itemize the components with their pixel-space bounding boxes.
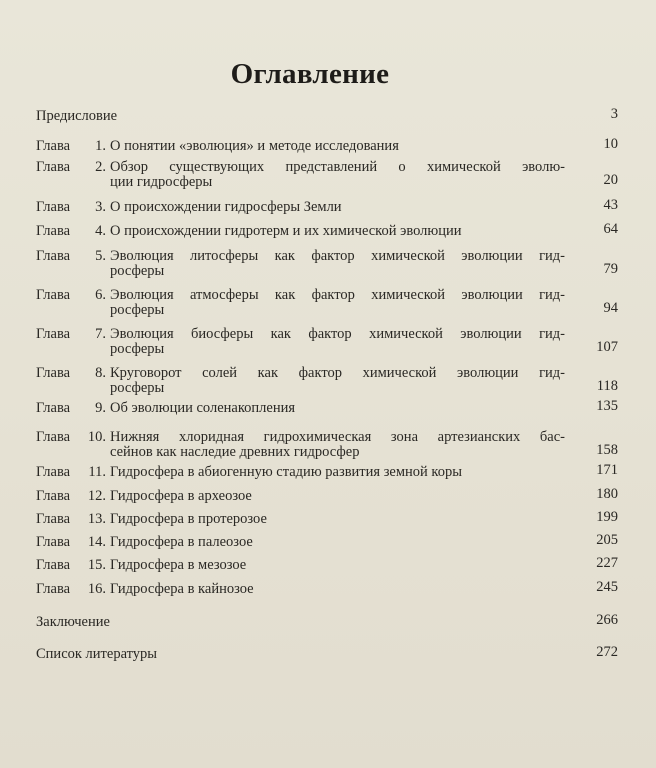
chapter-number: 9 . xyxy=(84,401,106,416)
entry-title-line xyxy=(110,249,565,264)
entry-title-line xyxy=(110,445,565,460)
chapter-number: 5 . xyxy=(84,249,106,264)
chapter-label: Глава xyxy=(36,534,71,550)
entry-title xyxy=(110,558,565,573)
entry-title-line xyxy=(110,327,565,342)
chapter-number: 15 . xyxy=(84,558,106,573)
chapter-label: Глава xyxy=(36,138,71,154)
entry-title-text: Гидросфера в мезозое xyxy=(110,557,247,573)
entry-title-line xyxy=(36,615,565,630)
chapter-label: Глава xyxy=(36,365,71,381)
entry-title-text: Гидросфера в протерозое xyxy=(110,511,267,527)
chapter-number: 3 . xyxy=(84,200,106,215)
page-number: 135 xyxy=(596,398,618,414)
entry-title-line xyxy=(110,200,565,215)
entry-title xyxy=(110,489,565,504)
chapter-label: Глава xyxy=(36,581,71,597)
entry-title-text: Обзор существующих представлений о химической эволю- xyxy=(110,159,565,175)
entry-title-text: О происхождении гидротерм и их химической эволюции xyxy=(110,223,462,239)
entry-title-line xyxy=(110,430,565,445)
dot-leader xyxy=(403,139,565,154)
dot-leader xyxy=(346,200,565,215)
dot-leader xyxy=(114,615,565,630)
entry-title-text: Эволюция биосферы как фактор химической эволюции гид- xyxy=(110,326,565,342)
entry-title-text: росферы xyxy=(110,380,165,396)
dot-leader xyxy=(299,401,565,416)
dot-leader xyxy=(363,445,565,460)
chapter-label: Глава xyxy=(36,199,71,215)
entry-title-line xyxy=(110,465,565,480)
page-number: 118 xyxy=(596,378,618,394)
page-number: 20 xyxy=(603,172,618,188)
chapter-number: 1 . xyxy=(84,139,106,154)
dot-leader xyxy=(257,535,565,550)
chapter-number: 7 . xyxy=(84,327,106,342)
entry-title xyxy=(110,582,565,597)
entry-title-line xyxy=(110,366,565,381)
dot-leader xyxy=(168,303,565,318)
entry-title-line xyxy=(110,401,565,416)
page-number: 227 xyxy=(596,555,618,571)
dot-leader xyxy=(258,582,565,597)
chapter-number: 2 . xyxy=(84,160,106,175)
dot-leader xyxy=(168,342,565,357)
page-number: 94 xyxy=(603,300,618,316)
entry-title-line xyxy=(110,381,565,396)
entry-title-line xyxy=(36,647,565,662)
chapter-number: 4 . xyxy=(84,224,106,239)
entry-title-text: Список литературы xyxy=(36,646,158,662)
entry-title xyxy=(110,366,565,396)
chapter-number: 12 . xyxy=(84,489,106,504)
entry-title xyxy=(110,224,565,239)
page-number: 158 xyxy=(596,442,618,458)
dot-leader xyxy=(168,381,565,396)
entry-title-text: О понятии «эволюция» и методе исследования xyxy=(110,138,399,154)
entry-title-line xyxy=(110,160,565,175)
page-number: 205 xyxy=(596,532,618,548)
page-number: 79 xyxy=(603,261,618,277)
entry-title xyxy=(110,200,565,215)
page-number: 171 xyxy=(596,462,618,478)
entry-title-line xyxy=(110,512,565,527)
chapter-label: Глава xyxy=(36,557,71,573)
chapter-number: 16 . xyxy=(84,582,106,597)
page-number: 245 xyxy=(596,579,618,595)
entry-title-text: Эволюция атмосферы как фактор химической эволюции гид- xyxy=(110,287,565,303)
entry-title-text: Гидросфера в палеозое xyxy=(110,534,253,550)
chapter-label: Глава xyxy=(36,223,71,239)
chapter-number: 11 . xyxy=(84,465,106,480)
entry-title xyxy=(36,647,565,662)
page-number: 199 xyxy=(596,509,618,525)
chapter-label: Глава xyxy=(36,326,71,342)
entry-title xyxy=(110,401,565,416)
page-number: 180 xyxy=(596,486,618,502)
chapter-label: Глава xyxy=(36,488,71,504)
chapter-label: Глава xyxy=(36,159,71,175)
entry-title-text: росферы xyxy=(110,302,165,318)
entry-title-text: Гидросфера в кайнозое xyxy=(110,581,254,597)
dot-leader xyxy=(256,489,565,504)
entry-title xyxy=(110,430,565,460)
entry-title xyxy=(110,160,565,190)
page-number: 64 xyxy=(603,221,618,237)
entry-title-text: Предисловие xyxy=(36,108,118,124)
chapter-number: 6 . xyxy=(84,288,106,303)
page-number: 43 xyxy=(603,197,618,213)
entry-title-text: Гидросфера в археозое xyxy=(110,488,252,504)
chapter-number: 8 . xyxy=(84,366,106,381)
entry-title-line xyxy=(110,288,565,303)
entry-title-text: сейнов как наследие древних гидросфер xyxy=(110,444,360,460)
chapter-number: 13 . xyxy=(84,512,106,527)
entry-title xyxy=(110,249,565,279)
entry-title-line xyxy=(110,535,565,550)
dot-leader xyxy=(466,224,566,239)
dot-leader xyxy=(466,465,565,480)
entry-title xyxy=(110,512,565,527)
page-number: 3 xyxy=(610,106,618,122)
dot-leader xyxy=(216,175,565,190)
dot-leader xyxy=(121,109,565,124)
entry-title-text: Нижняя хлоридная гидрохимическая зона артезианских бас- xyxy=(110,429,565,445)
entry-title-line xyxy=(110,224,565,239)
entry-title-text: Гидросфера в абиогенную стадию развития земной коры xyxy=(110,464,462,480)
dot-leader xyxy=(250,558,565,573)
entry-title-line xyxy=(36,109,565,124)
chapter-label: Глава xyxy=(36,400,71,416)
entry-title-line xyxy=(110,489,565,504)
page-number: 10 xyxy=(603,136,618,152)
chapter-label: Глава xyxy=(36,287,71,303)
chapter-label: Глава xyxy=(36,248,71,264)
dot-leader xyxy=(161,647,565,662)
page-number: 272 xyxy=(596,644,618,660)
entry-title-text: Заключение xyxy=(36,614,110,630)
page-number: 107 xyxy=(596,339,618,355)
entry-title-text: росферы xyxy=(110,263,165,279)
entry-title-line xyxy=(110,582,565,597)
entry-title xyxy=(110,535,565,550)
entry-title-text: Эволюция литосферы как фактор химической эволюции гид- xyxy=(110,248,565,264)
entry-title xyxy=(36,615,565,630)
entry-title-text: О происхождении гидросферы Земли xyxy=(110,199,342,215)
entry-title-text: Круговорот солей как фактор химической эволюции гид- xyxy=(110,365,565,381)
chapter-number: 10 . xyxy=(84,430,106,445)
page-title: Оглавление xyxy=(230,58,390,90)
entry-title xyxy=(110,288,565,318)
entry-title-line xyxy=(110,558,565,573)
dot-leader xyxy=(271,512,565,527)
entry-title-line xyxy=(110,264,565,279)
chapter-label: Глава xyxy=(36,464,71,480)
dot-leader xyxy=(168,264,565,279)
entry-title xyxy=(110,465,565,480)
page-number: 266 xyxy=(596,612,618,628)
entry-title-text: росферы xyxy=(110,341,165,357)
entry-title-line xyxy=(110,175,565,190)
entry-title xyxy=(36,109,565,124)
entry-title xyxy=(110,327,565,357)
chapter-label: Глава xyxy=(36,511,71,527)
entry-title xyxy=(110,139,565,154)
chapter-number: 14 . xyxy=(84,535,106,550)
entry-title-line xyxy=(110,303,565,318)
entry-title-line xyxy=(110,342,565,357)
entry-title-text: Об эволюции соленакопления xyxy=(110,400,296,416)
chapter-label: Глава xyxy=(36,429,71,445)
entry-title-line xyxy=(110,139,565,154)
entry-title-text: ции гидросферы xyxy=(110,174,213,190)
